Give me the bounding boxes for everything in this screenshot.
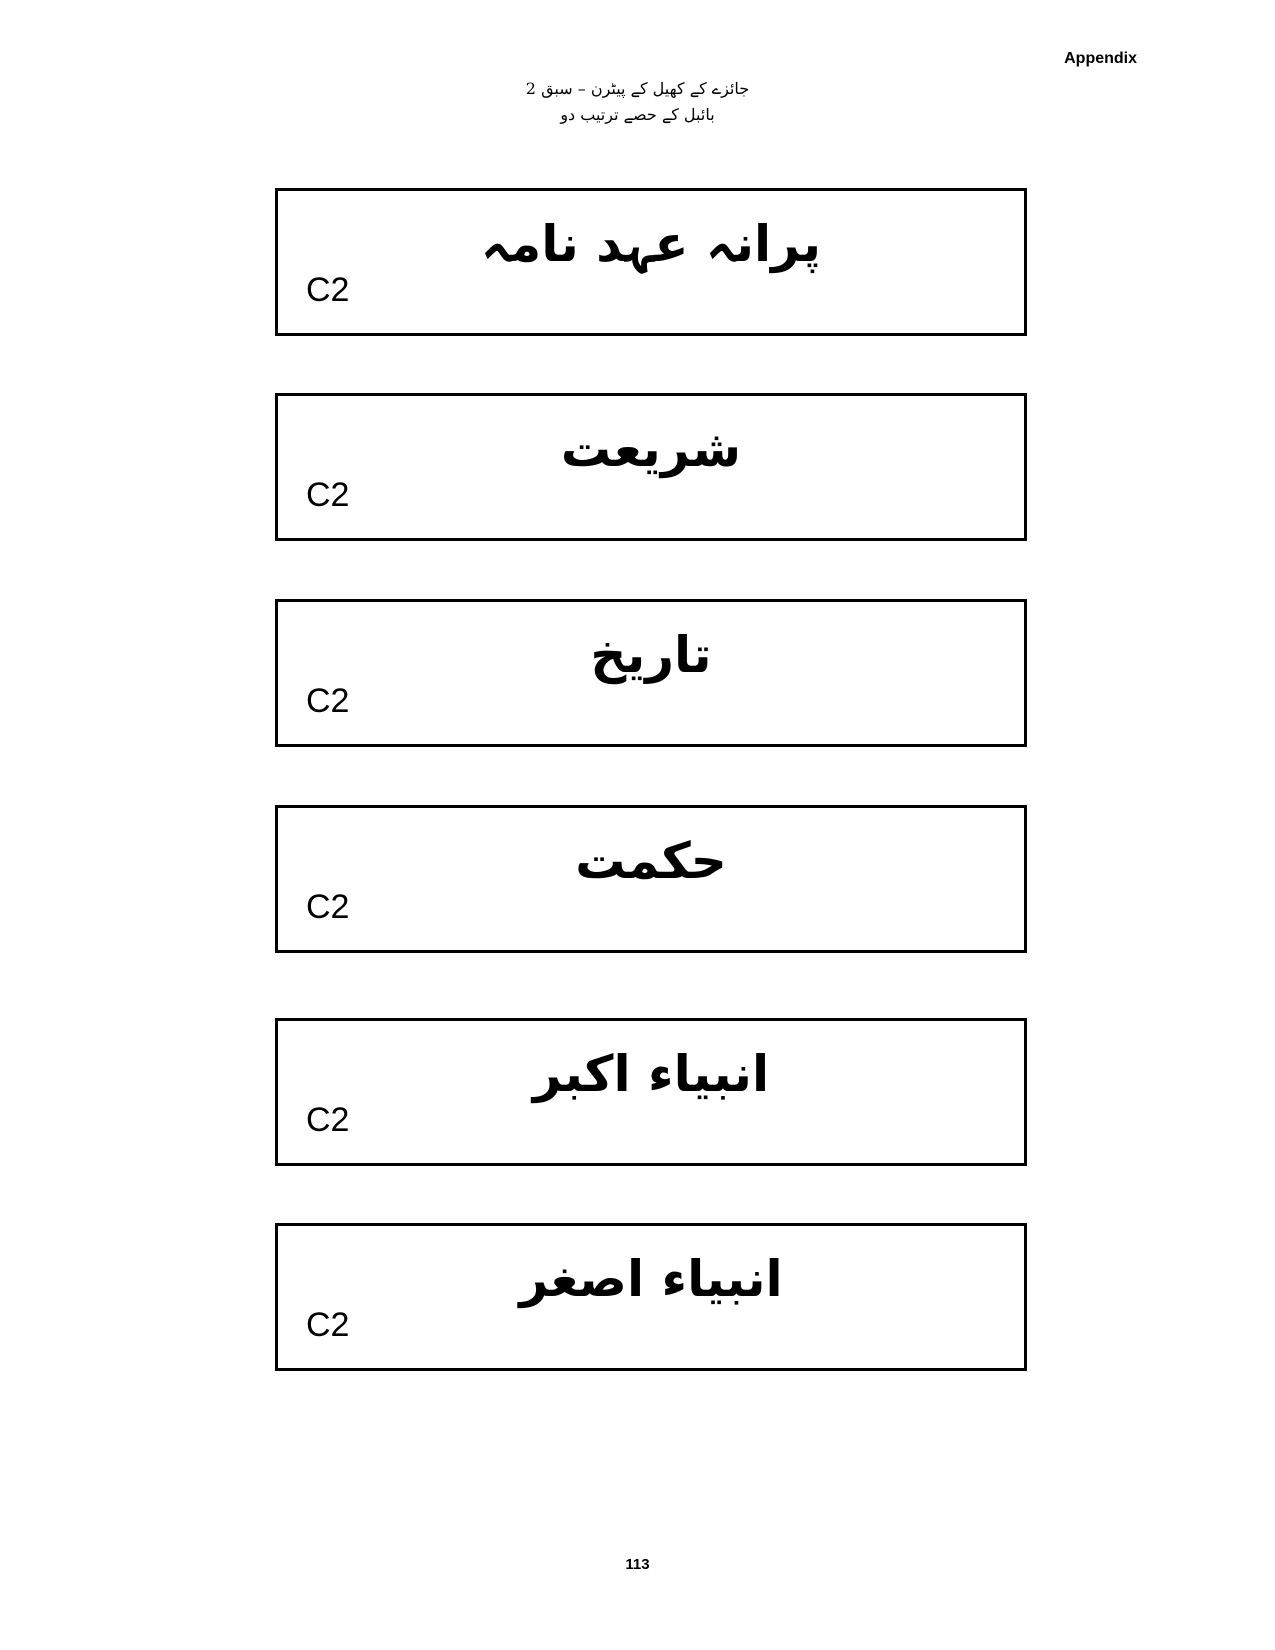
card-word: حکمت <box>575 832 727 890</box>
page-number: 113 <box>625 1556 650 1573</box>
card-word: تاریخ <box>590 626 712 684</box>
card-word: شریعت <box>560 420 742 478</box>
card-code: C2 <box>306 888 350 926</box>
card-code: C2 <box>306 1306 350 1344</box>
card-5 <box>275 1018 1027 1166</box>
card-code: C2 <box>306 1101 350 1139</box>
card-3 <box>275 599 1027 747</box>
card-word: انبیاء اصغر <box>519 1250 783 1308</box>
card-1 <box>275 188 1027 336</box>
card-4 <box>275 805 1027 953</box>
header-title-line1: جائزے کے کھیل کے پیٹرن – سبق 2 <box>525 79 750 98</box>
card-code: C2 <box>306 476 350 514</box>
header-title-line2: بائبل کے حصے ترتیب دو <box>560 105 715 124</box>
card-code: C2 <box>306 271 350 309</box>
appendix-label: Appendix <box>1064 50 1137 67</box>
card-6 <box>275 1223 1027 1371</box>
card-word: انبیاء اکبر <box>532 1045 770 1103</box>
card-2 <box>275 393 1027 541</box>
page-header <box>0 76 1275 128</box>
card-word: پرانہ عہد نامہ <box>480 215 822 273</box>
card-code: C2 <box>306 682 350 720</box>
